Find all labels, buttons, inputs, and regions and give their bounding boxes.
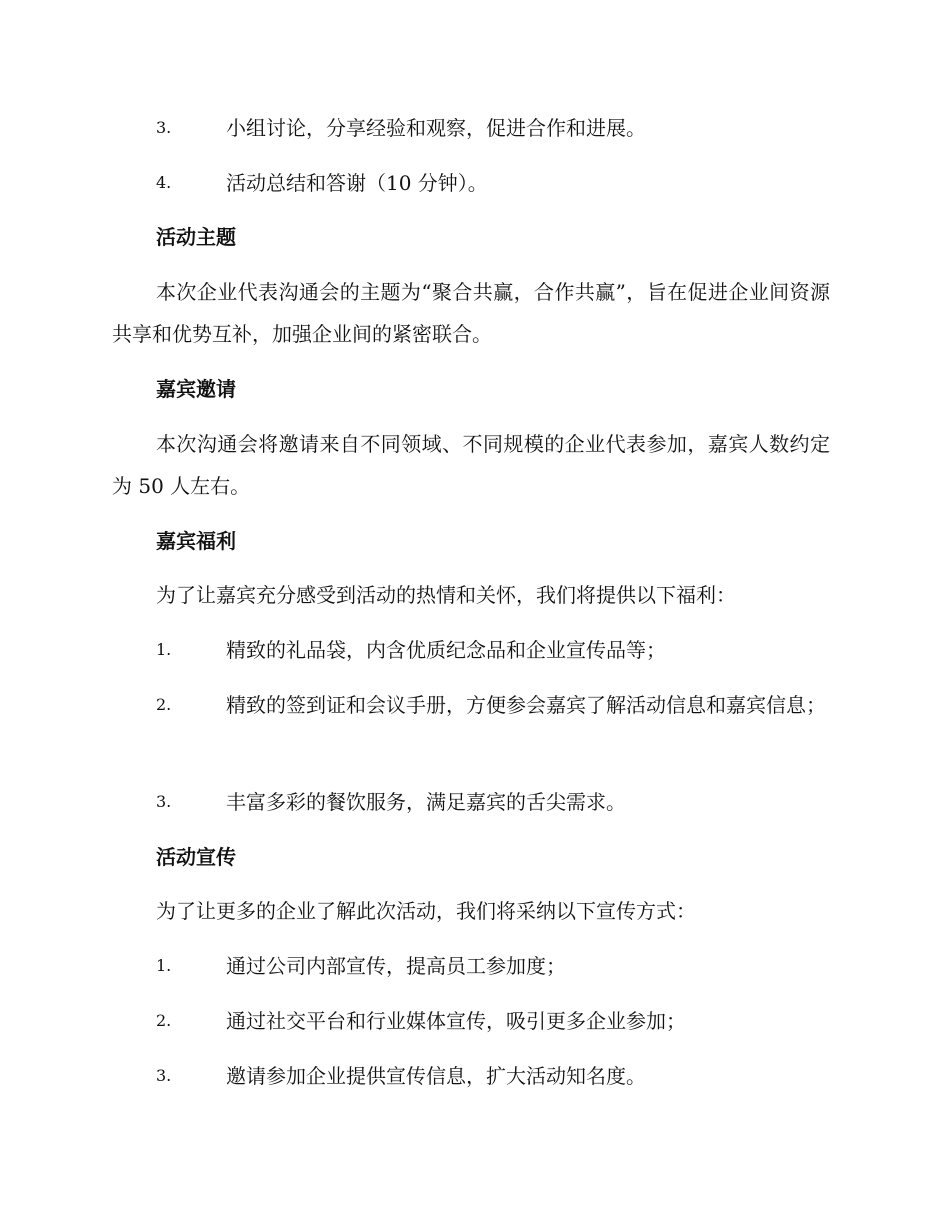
list-text: 小组讨论，分享经验和观察，促进合作和进展。 (226, 116, 646, 140)
list-item (112, 107, 830, 149)
list-number: 1. (156, 956, 172, 975)
paragraph: 为了让更多的企业了解此次活动，我们将采纳以下宣传方式： (156, 899, 696, 923)
list-item (112, 1055, 830, 1097)
section-heading: 活动宣传 (156, 845, 236, 869)
section-heading: 嘉宾邀请 (156, 377, 236, 401)
section-heading: 活动主题 (156, 225, 236, 249)
list-item (112, 1000, 830, 1042)
list-number: 1. (156, 640, 172, 659)
list-item (112, 684, 830, 726)
list-item (112, 945, 830, 987)
list-number: 3. (156, 1066, 172, 1085)
list-text: 精致的签到证和会议手册，方便参会嘉宾了解活动信息和嘉宾信息； (226, 693, 826, 717)
list-text: 活动总结和答谢（10 分钟）。 (226, 171, 488, 195)
paragraph: 为了让嘉宾充分感受到活动的热情和关怀，我们将提供以下福利： (156, 583, 736, 607)
list-text: 通过公司内部宣传，提高员工参加度； (226, 954, 566, 978)
list-item (112, 629, 830, 671)
list-text: 精致的礼品袋，内含优质纪念品和企业宣传品等； (226, 638, 666, 662)
list-number: 3. (156, 118, 172, 137)
paragraph: 本次企业代表沟通会的主题为“聚合共赢，合作共赢”，旨在促进企业间资源共享和优势互补，加强企业间的紧密联合。 (112, 280, 830, 346)
list-number: 2. (156, 695, 172, 714)
list-item (112, 781, 830, 823)
section-heading: 嘉宾福利 (156, 529, 236, 553)
paragraph: 本次沟通会将邀请来自不同领域、不同规模的企业代表参加，嘉宾人数约定为 50 人左右。 (112, 432, 830, 498)
list-item (112, 162, 830, 204)
list-text: 通过社交平台和行业媒体宣传，吸引更多企业参加； (226, 1009, 686, 1033)
list-text: 邀请参加企业提供宣传信息，扩大活动知名度。 (226, 1064, 646, 1088)
list-number: 3. (156, 792, 172, 811)
list-text: 丰富多彩的餐饮服务，满足嘉宾的舌尖需求。 (226, 790, 626, 814)
list-number: 2. (156, 1011, 172, 1030)
list-number: 4. (156, 173, 172, 192)
